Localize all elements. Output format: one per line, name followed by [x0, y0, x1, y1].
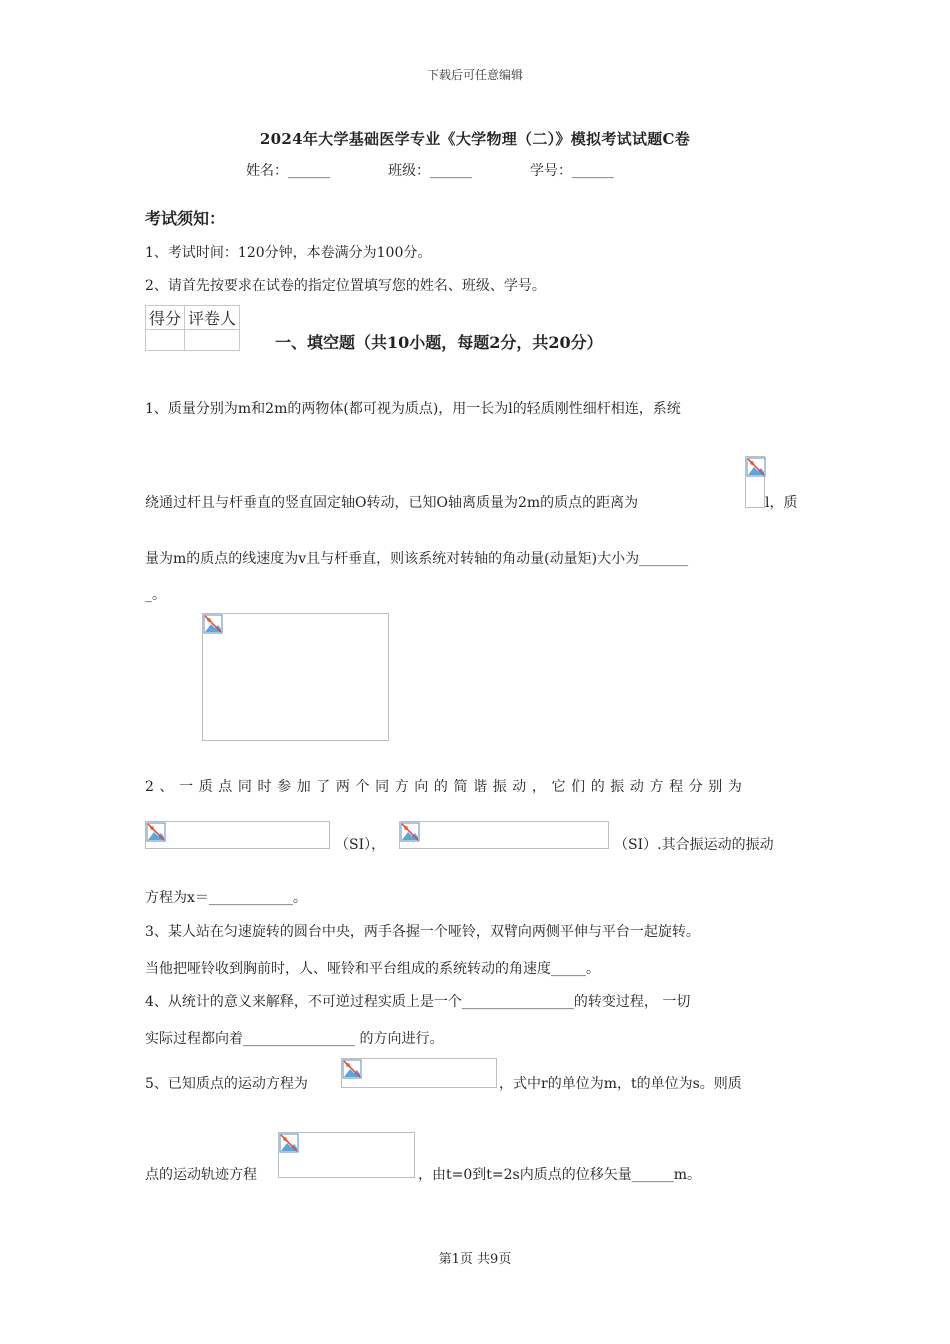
- q5-line2b: ，由t=0到t=2s内质点的位移矢量______m。: [418, 1167, 701, 1183]
- q3-line2: 当他把哑铃收到胸前时，人、哑铃和平台组成的系统转动的角速度_____。: [145, 961, 600, 977]
- q5-line1a: 5、已知质点的运动方程为: [145, 1076, 308, 1092]
- section-title: 一、填空题（共10小题，每题2分，共20分）: [275, 333, 603, 352]
- score-cell: [146, 330, 185, 351]
- equation-image-placeholder: [399, 821, 609, 849]
- q4-line1: 4、从统计的意义来解释，不可逆过程实质上是一个________________的转变过程， 一切: [145, 994, 691, 1010]
- q1-line1: 1、质量分别为m和2m的两物体(都可视为质点)，用一长为l的轻质刚性细杆相连，系统: [145, 401, 681, 417]
- q2-si2: （SI）.其合振运动的振动: [614, 837, 774, 853]
- notice-item: 2、请首先按要求在试卷的指定位置填写您的姓名、班级、学号。: [145, 278, 546, 294]
- name-field: 姓名：______: [246, 163, 330, 179]
- grader-cell: [185, 330, 240, 351]
- q5-line1b: ，式中r的单位为m，t的单位为s。则质: [499, 1076, 742, 1092]
- q1-line2a: 绕通过杆且与杆垂直的竖直固定轴O转动，已知O轴离质量为2m的质点的距离为: [145, 495, 639, 511]
- notice-item: 1、考试时间：120分钟，本卷满分为100分。: [145, 245, 432, 261]
- exam-title: 2024年大学基础医学专业《大学物理（二）》模拟考试试题C卷: [259, 130, 691, 148]
- grader-header: 评卷人: [185, 306, 240, 330]
- figure-image-placeholder: [202, 613, 389, 741]
- header-note: 下载后可任意编辑: [426, 68, 523, 82]
- q2-si1: （SI），: [335, 837, 386, 853]
- equation-image-placeholder: [341, 1058, 497, 1088]
- score-table: [145, 305, 240, 351]
- q2-line3: 方程为x＝____________。: [145, 890, 307, 906]
- q5-line2a: 点的运动轨迹方程: [145, 1167, 257, 1183]
- equation-image-placeholder: [278, 1132, 415, 1178]
- q1-line4: _。: [145, 587, 166, 603]
- student-id-field: 学号：______: [530, 163, 614, 179]
- q1-line3: 量为m的质点的线速度为v且与杆垂直，则该系统对转轴的角动量(动量矩)大小为_______: [145, 551, 689, 567]
- notice-heading: 考试须知：: [145, 209, 226, 228]
- class-field: 班级：______: [388, 163, 472, 179]
- equation-image-placeholder: [145, 821, 330, 849]
- q1-line2b: l，质: [765, 495, 798, 511]
- q2-line1: 2、一质点同时参加了两个同方向的简谐振动，它们的振动方程分别为: [145, 779, 748, 795]
- page-footer: 第1页 共9页: [438, 1252, 512, 1267]
- q3-line1: 3、某人站在匀速旋转的圆台中央，两手各握一个哑铃，双臂向两侧平伸与平台一起旋转。: [145, 924, 700, 940]
- score-header: 得分: [146, 306, 185, 330]
- q4-line2: 实际过程都向着________________ 的方向进行。: [145, 1031, 444, 1047]
- broken-image-icon: [745, 456, 765, 508]
